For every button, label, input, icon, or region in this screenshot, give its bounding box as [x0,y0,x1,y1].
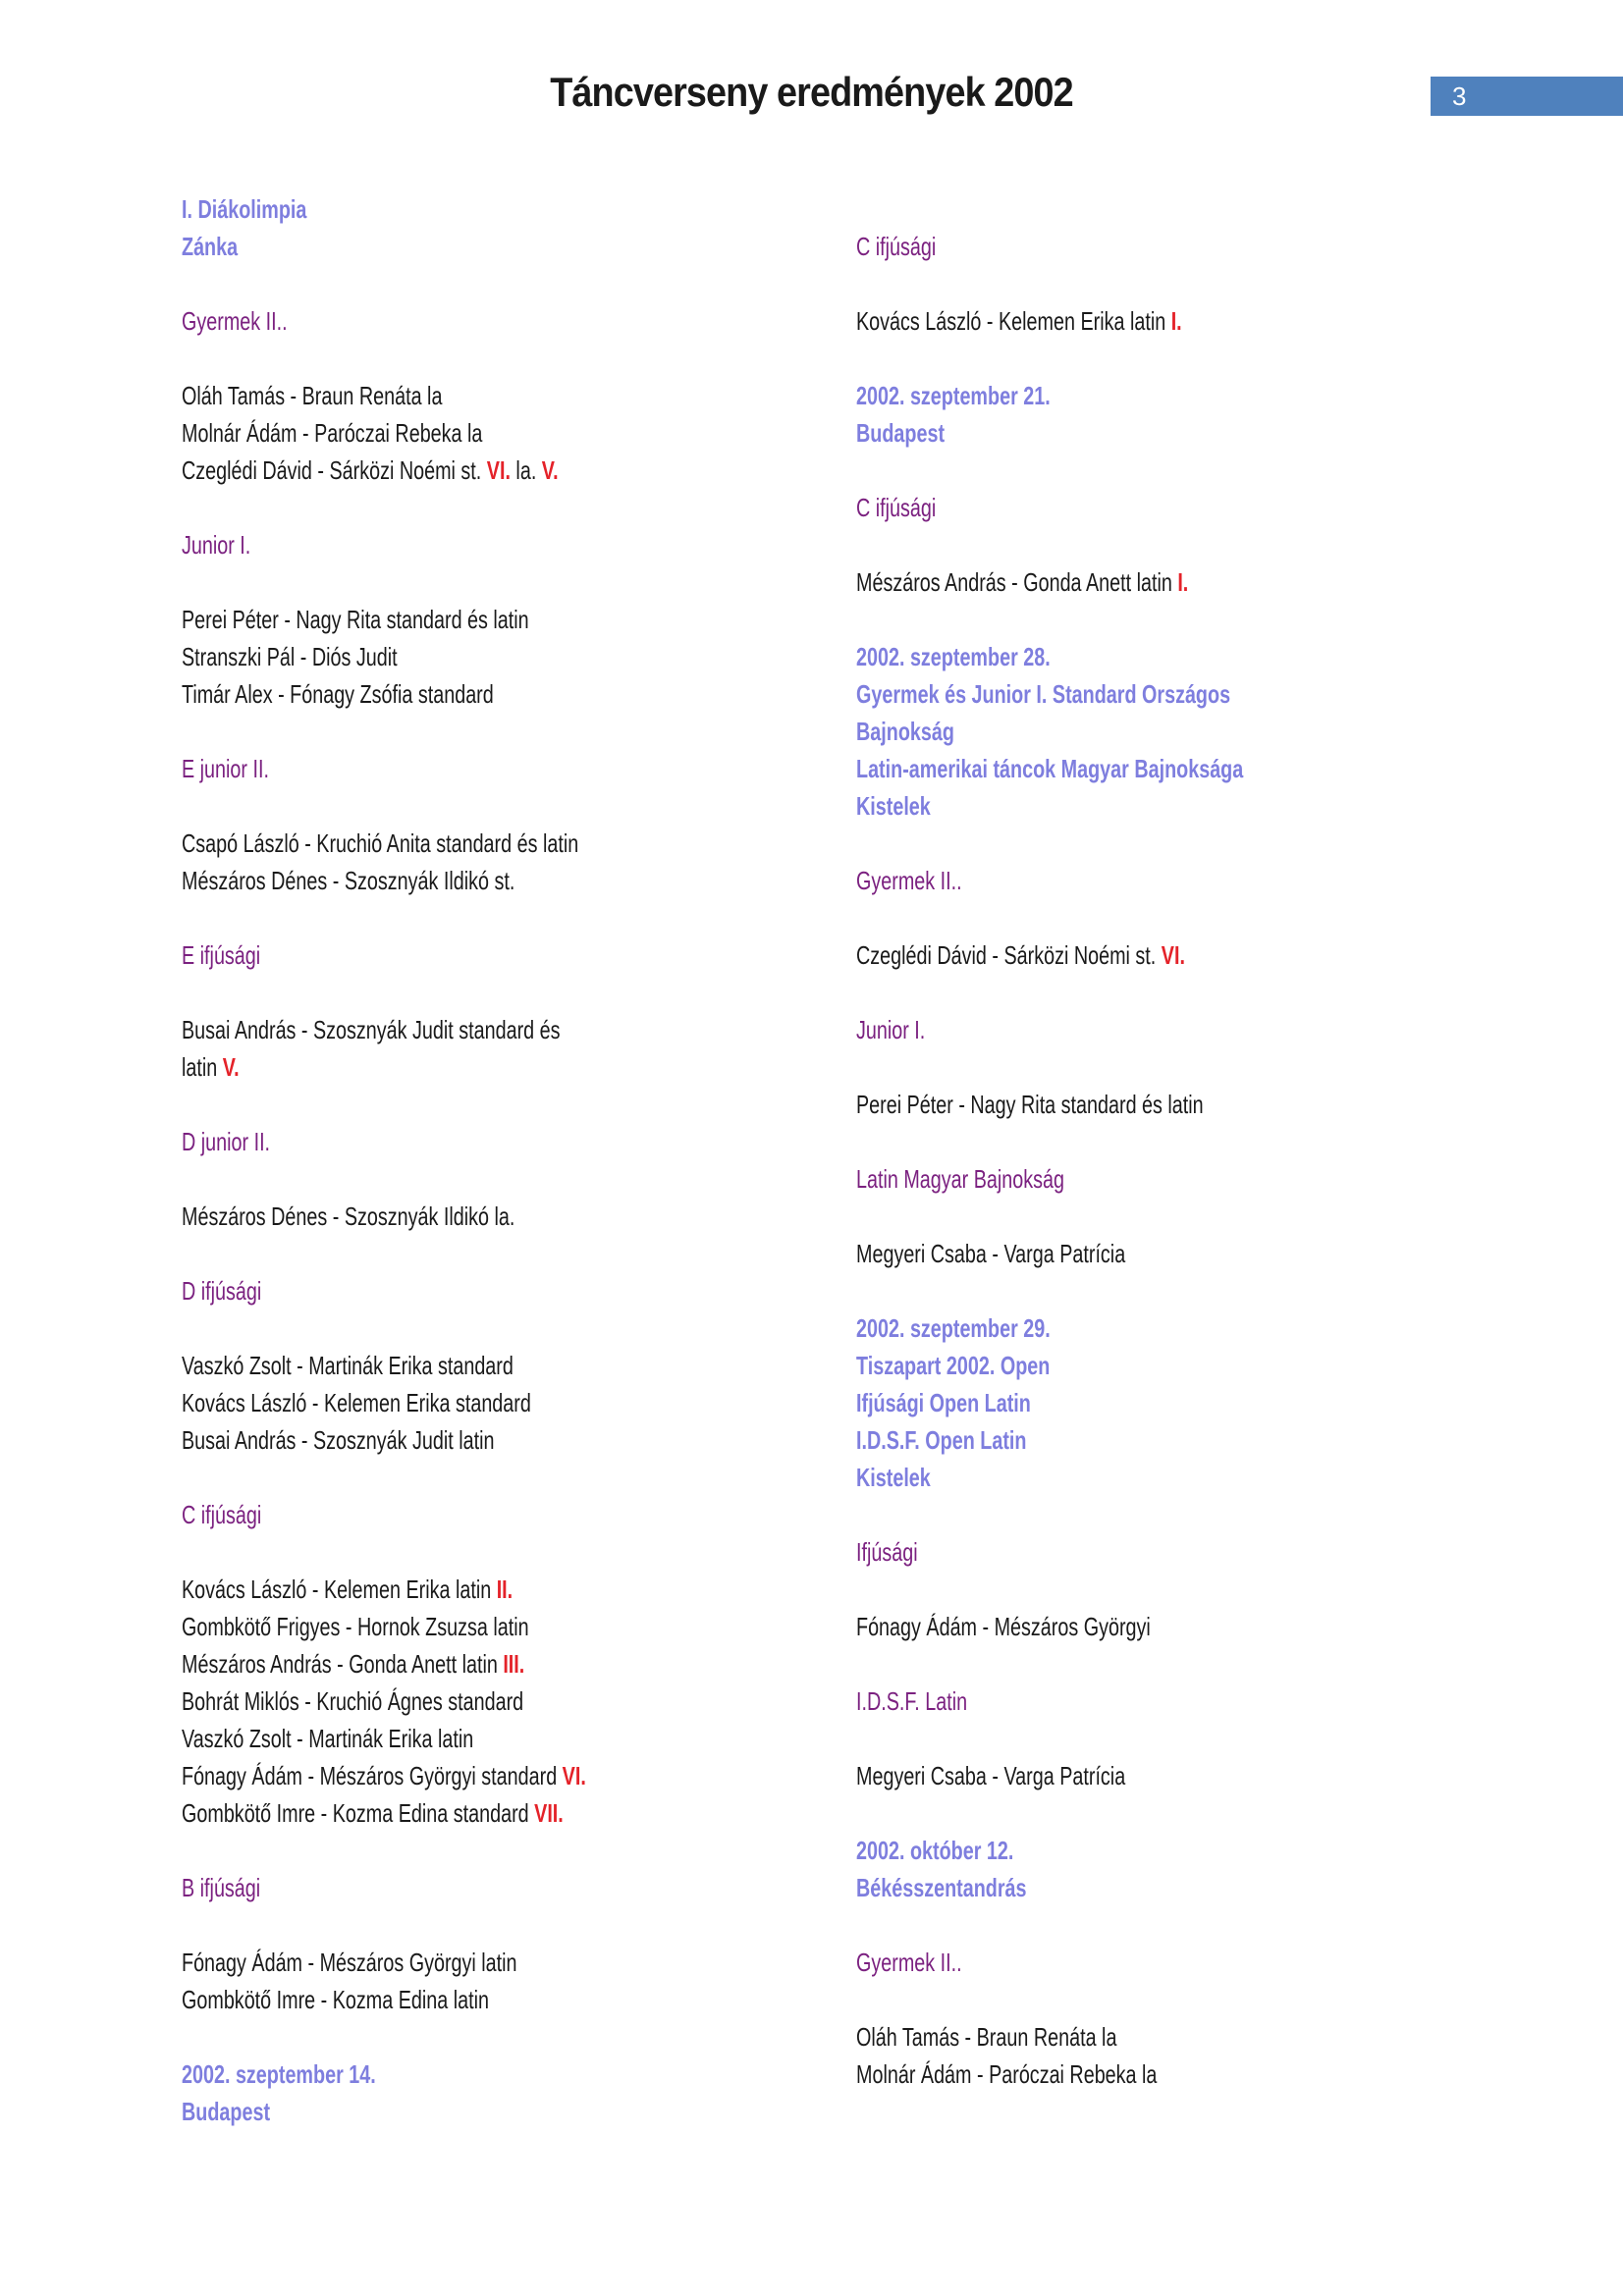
placement-rank: I. [1170,306,1182,336]
text-line [856,563,1424,601]
category-heading [856,489,1424,526]
text-segment: I.D.S.F. Latin [856,1686,968,1716]
text-segment: I. Diákolimpia [182,194,307,224]
placement-rank: VI. [486,455,511,485]
text-segment: Fónagy Ádám - Mészáros Györgyi [856,1612,1151,1641]
category-heading [856,1682,1424,1720]
text-line [856,377,1424,414]
text-line [182,1123,637,1160]
placement-rank: VI. [562,1761,586,1790]
text-segment: Megyeri Csaba - Varga Patrícia [856,1239,1126,1268]
text-line [856,713,1424,750]
page-number: 3 [1452,80,1467,111]
text-segment: Perei Péter - Nagy Rita standard és latin [856,1090,1204,1119]
category-heading [856,1533,1424,1571]
text-segment: 2002. szeptember 14. [182,2059,376,2089]
text-line [856,1011,1424,1048]
results-list [856,1086,1424,1123]
text-segment: Latin Magyar Bajnokság [856,1164,1065,1194]
text-segment: Mészáros András - Gonda Anett latin [856,567,1178,597]
text-line [182,601,637,638]
text-segment: Molnár Ádám - Paróczai Rebeka la [856,2059,1158,2089]
text-segment: Mészáros Dénes - Szosznyák Ildikó st. [182,866,515,895]
event-heading [182,2056,637,2130]
text-line [856,1944,1424,1981]
text-line [182,1272,637,1309]
results-list [856,302,1424,340]
results-list [182,1011,637,1086]
text-segment: Perei Péter - Nagy Rita standard és latin [182,605,529,634]
text-line [182,825,637,862]
category-heading [182,1123,637,1160]
text-line [856,1421,1424,1459]
category-heading [182,302,637,340]
text-line [856,1235,1424,1272]
text-line [182,1011,637,1048]
text-segment: Gombkötő Imre - Kozma Edina standard [182,1798,535,1828]
results-list [856,563,1424,601]
text-segment: C ifjúsági [856,493,937,522]
text-line [182,675,637,713]
text-line [856,675,1424,713]
text-segment: Stranszki Pál - Diós Judit [182,642,398,671]
text-segment: Vaszkó Zsolt - Martinák Erika latin [182,1724,474,1753]
text-segment: Ifjúsági [856,1537,918,1567]
text-segment: Czeglédi Dávid - Sárközi Noémi st. [182,455,487,485]
results-list [182,1198,637,1235]
text-line [182,1347,637,1384]
text-segment: D junior II. [182,1127,271,1156]
text-line [856,1347,1424,1384]
text-segment: Békésszentandrás [856,1873,1027,1902]
text-line [182,1198,637,1235]
text-segment: E junior II. [182,754,269,783]
text-line [182,638,637,675]
text-segment: 2002. október 12. [856,1836,1014,1865]
text-line [856,228,1424,265]
results-list [182,825,637,899]
text-segment: Busai András - Szosznyák Judit standard és [182,1015,561,1044]
event-heading [856,1832,1424,1906]
text-line [856,302,1424,340]
event-heading [182,190,637,265]
text-line [856,1869,1424,1906]
text-segment: Kistelek [856,1463,931,1492]
category-heading [182,936,637,974]
text-segment: Vaszkó Zsolt - Martinák Erika standard [182,1351,514,1380]
text-line [856,936,1424,974]
text-segment: Fónagy Ádám - Mészáros Györgyi standard [182,1761,563,1790]
text-line [856,414,1424,452]
text-line [856,1682,1424,1720]
text-line [856,1608,1424,1645]
text-segment: Kovács László - Kelemen Erika standard [182,1388,531,1417]
text-line [856,1086,1424,1123]
text-line [182,1048,637,1086]
text-segment: Oláh Tamás - Braun Renáta la [856,2022,1117,2052]
text-line [182,228,637,265]
document-content [182,190,1602,2167]
text-segment: Latin-amerikai táncok Magyar Bajnoksága [856,754,1244,783]
text-line [182,190,637,228]
text-line [182,1757,637,1794]
text-line [182,302,637,340]
text-line [856,1832,1424,1869]
text-segment: Timár Alex - Fónagy Zsófia standard [182,679,494,709]
text-segment: Mészáros András - Gonda Anett latin [182,1649,504,1679]
text-line [856,1160,1424,1198]
category-heading [182,1869,637,1906]
text-line [182,750,637,787]
placement-rank: II. [496,1575,514,1604]
results-list [856,1757,1424,1794]
text-segment: Budapest [182,2097,271,2126]
text-segment: Fónagy Ádám - Mészáros Györgyi latin [182,1948,517,1977]
text-segment: Zánka [182,232,239,261]
text-segment: Budapest [856,418,946,448]
text-segment: Megyeri Csaba - Varga Patrícia [856,1761,1126,1790]
results-list [856,1235,1424,1272]
results-list [856,2018,1424,2093]
text-segment: B ifjúsági [182,1873,261,1902]
text-segment: Busai András - Szosznyák Judit latin [182,1425,495,1455]
text-line [182,1794,637,1832]
text-line [856,1533,1424,1571]
text-line [856,1459,1424,1496]
text-segment: I.D.S.F. Open Latin [856,1425,1027,1455]
text-line [182,414,637,452]
text-segment: la. [510,455,542,485]
text-line [182,1981,637,2018]
results-list [182,377,637,489]
text-line [182,862,637,899]
text-line [856,750,1424,787]
placement-rank: I. [1177,567,1189,597]
text-line [182,1608,637,1645]
category-heading [182,1272,637,1309]
text-segment: Csapó László - Kruchió Anita standard és latin [182,828,579,858]
text-segment: D ifjúsági [182,1276,262,1306]
results-list [182,601,637,713]
text-segment: Mészáros Dénes - Szosznyák Ildikó la. [182,1201,515,1231]
text-line [182,1421,637,1459]
text-line [182,1645,637,1682]
text-segment: Ifjúsági Open Latin [856,1388,1031,1417]
text-segment: 2002. szeptember 29. [856,1313,1051,1343]
text-segment: Gyermek II.. [182,306,288,336]
text-line [182,1869,637,1906]
event-heading [856,377,1424,452]
text-segment: Gombkötő Frigyes - Hornok Zsuzsa latin [182,1612,529,1641]
placement-rank: V. [541,455,559,485]
results-list [182,1571,637,1832]
text-segment: Gyermek II.. [856,866,962,895]
page-number-badge [1431,77,1623,116]
text-line [182,2093,637,2130]
text-segment: Junior I. [182,530,251,560]
text-segment: Oláh Tamás - Braun Renáta la [182,381,443,410]
text-segment: Kistelek [856,791,931,821]
event-heading [856,1309,1424,1496]
event-heading [856,638,1424,825]
text-line [856,1309,1424,1347]
results-list [856,1608,1424,1645]
text-line [856,489,1424,526]
text-segment: Czeglédi Dávid - Sárközi Noémi st. [856,940,1162,970]
text-line [182,2056,637,2093]
text-line [182,1384,637,1421]
text-line [182,526,637,563]
text-line [182,377,637,414]
placement-rank: V. [222,1052,240,1082]
category-heading [182,750,637,787]
text-line [182,1571,637,1608]
category-heading [856,1011,1424,1048]
text-segment: Kovács László - Kelemen Erika latin [182,1575,497,1604]
text-segment: C ifjúsági [856,232,937,261]
placement-rank: VI. [1161,940,1185,970]
results-list [856,936,1424,974]
text-segment: 2002. szeptember 21. [856,381,1051,410]
text-segment: Junior I. [856,1015,926,1044]
text-segment: Gyermek II.. [856,1948,962,1977]
text-line [182,1720,637,1757]
text-segment: E ifjúsági [182,940,261,970]
category-heading [856,228,1424,265]
column-left [182,190,782,2167]
text-line [856,1757,1424,1794]
text-line [856,862,1424,899]
text-line [182,936,637,974]
text-line [182,1682,637,1720]
text-segment: Tiszapart 2002. Open [856,1351,1051,1380]
text-segment: Kovács László - Kelemen Erika latin [856,306,1171,336]
category-heading [856,1944,1424,1981]
text-segment: Gombkötő Imre - Kozma Edina latin [182,1985,490,2014]
text-segment: C ifjúsági [182,1500,262,1529]
text-line [856,1384,1424,1421]
category-heading [856,862,1424,899]
text-segment: latin [182,1052,223,1082]
results-list [182,1347,637,1459]
text-line [182,1944,637,1981]
text-line [182,1496,637,1533]
text-segment: Gyermek és Junior I. Standard Országos [856,679,1231,709]
placement-rank: VII. [534,1798,564,1828]
category-heading [182,1496,637,1533]
text-line [856,787,1424,825]
text-line [856,638,1424,675]
text-segment: Bajnokság [856,717,954,746]
category-heading [182,526,637,563]
text-segment: 2002. szeptember 28. [856,642,1051,671]
text-line [856,2018,1424,2056]
text-line [182,452,637,489]
text-segment: Bohrát Miklós - Kruchió Ágnes standard [182,1686,524,1716]
page-title: Táncverseny eredmények 2002 [550,69,1073,115]
column-right [856,190,1602,2167]
category-heading [856,1160,1424,1198]
placement-rank: III. [503,1649,525,1679]
text-line [856,2056,1424,2093]
results-list [182,1944,637,2018]
text-segment: Molnár Ádám - Paróczai Rebeka la [182,418,483,448]
